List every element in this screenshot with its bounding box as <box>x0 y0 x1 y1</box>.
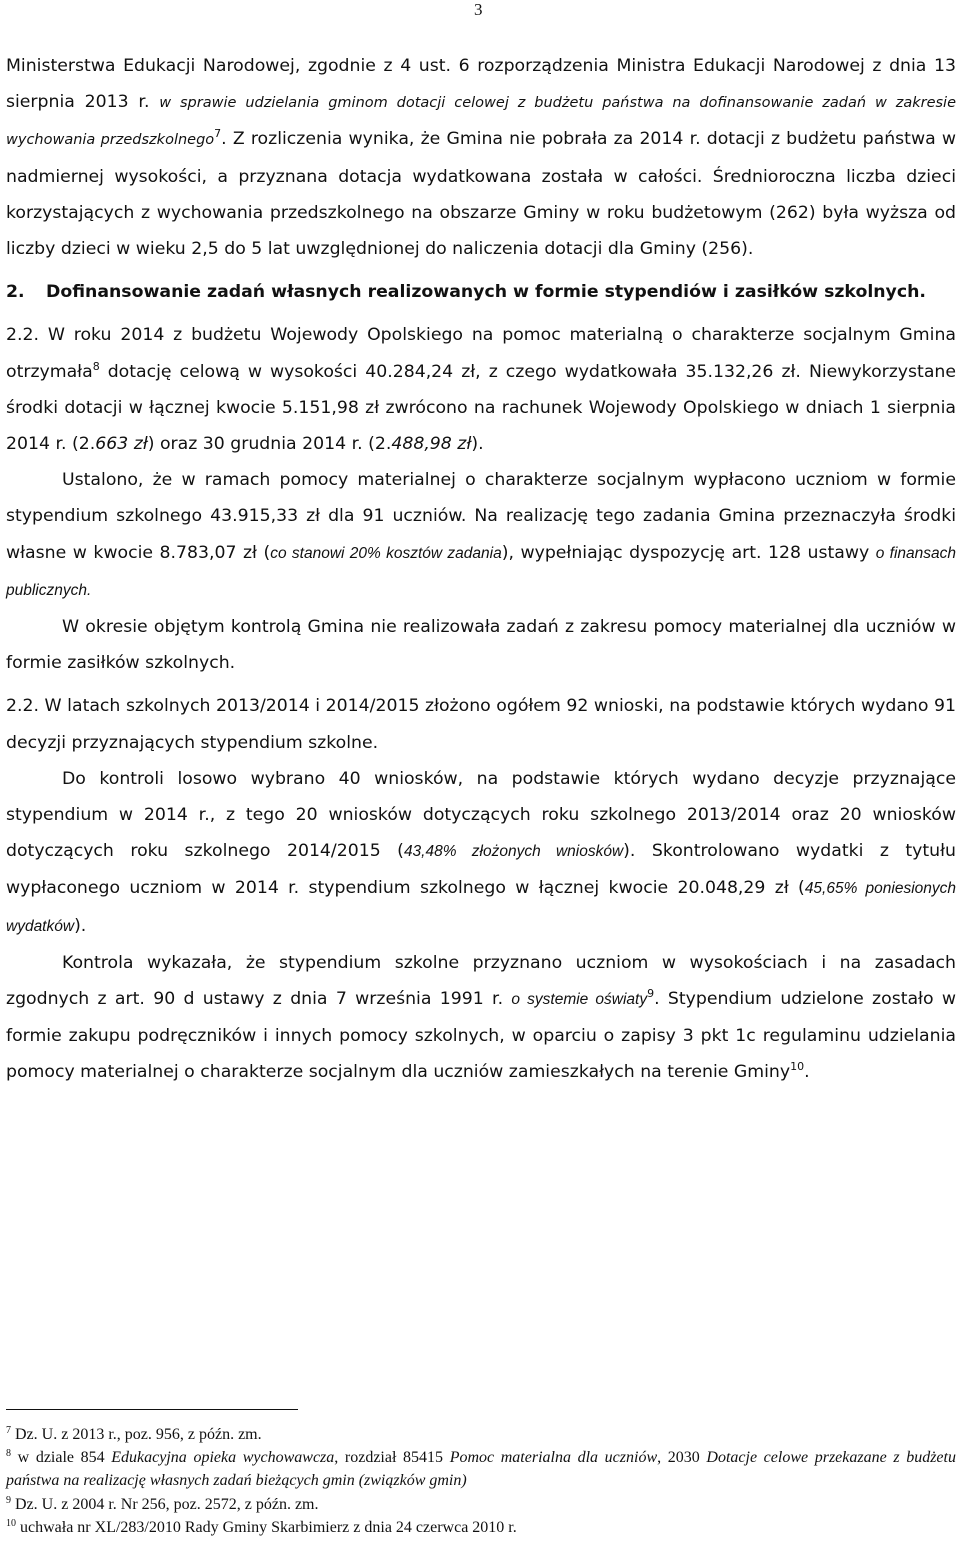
section-heading-2 <box>6 274 956 310</box>
amount-italic: 663 zł <box>95 434 148 455</box>
percent-note: 45,65% poniesionych wydatków <box>6 880 957 935</box>
footnote-9 <box>6 1493 956 1516</box>
text-run: . Stypendium udzielone zostało w formie zakupu podręczników i innych pomocy szkolnych, w oparciu o zapisy 3 pkt 1c regulaminu udzielania pomocy materialnej o charakterze socjalnym dla uczniów zamieszkałych na terenie Gminy <box>6 989 956 1083</box>
footnote-text: , rozdział 85415 <box>334 1449 450 1467</box>
amount-italic: 488,98 zł <box>391 434 472 455</box>
footnote-10 <box>6 1516 956 1539</box>
footnote-text: w dziale 854 <box>11 1449 112 1467</box>
page-number: 3 <box>474 0 483 19</box>
text-run: ) oraz 30 grudnia 2014 r. (2. <box>147 434 392 455</box>
footnote-text: , 2030 <box>657 1449 707 1467</box>
text-run: dotację celową w wysokości 40.284,24 zł, z czego wydatkowała 35.132,26 zł. Niewykorzystane środki dotacji w łącznej kwocie 5.151,98 zł zwrócono na rachunek Wojewody Opolskiego w dniach 1 sierpnia 2014 r. (2. <box>6 361 956 455</box>
text-run: . <box>804 1062 810 1083</box>
section-title: Dofinansowanie zadań własnych realizowanych w formie stypendiów i zasiłków szkolnych. <box>46 282 926 303</box>
footnotes <box>6 1423 956 1539</box>
text-run: ). <box>471 434 484 455</box>
regulation-title: w sprawie udzielania gminom dotacji celowej z budżetu państwa na dofinansowanie zadań w zakresie wychowania przedszkolnego <box>6 95 957 149</box>
act-title: o finansach publicznych. <box>6 544 957 599</box>
act-title: o systemie oświaty <box>511 991 648 1009</box>
text-run: . Z rozliczenia wynika, że Gmina nie pobrała za 2014 r. dotacji z budżetu państwa w nadmiernej wysokości, a przyznana dotacja wydatkowana została w całości. Średnioroczna liczba dzieci korzystających z wychowania przedszkolnego na obszarze Gminy w roku budżetowym (262) była wyższa od liczby dzieci w wieku 2,5 do 5 lat uwzględnionej do naliczenia dotacji dla Gminy (256). <box>6 129 956 260</box>
text-run: ), wypełniając dyspozycję art. 128 ustawy <box>501 542 876 563</box>
footnote-number: 8 <box>6 1448 11 1460</box>
paragraph-2-2-grant <box>6 317 956 462</box>
text-run: 2.2. W roku 2014 z budżetu Wojewody Opolskiego na pomoc materialną o charakterze socjalnym Gmina otrzymała <box>6 325 956 382</box>
paragraph-scholarship-paid <box>6 462 956 609</box>
footnote-text: Dz. U. z 2013 r., poz. 956, z późn. zm. <box>11 1426 262 1443</box>
footnote-number: 7 <box>6 1425 11 1436</box>
footnote-text: Dz. U. z 2004 r. Nr 256, poz. 2572, z późn. zm. <box>11 1495 319 1513</box>
text-run: Ustalono, że w ramach pomocy materialnej o charakterze socjalnym wypłacono uczniom w formie stypendium szkolnego 43.915,33 zł dla 91 uczniów. Na realizację tego zadania Gmina przeznaczyła środki własne w kwocie 8.783,07 zł ( <box>6 470 956 563</box>
footnote-ref-8: 8 <box>92 359 100 373</box>
section-number: 2. <box>6 282 25 303</box>
footnote-text: uchwała nr XL/283/2010 Rady Gminy Skarbimierz z dnia 24 czerwca 2010 r. <box>16 1518 517 1536</box>
cost-share-note: co stanowi 20% kosztów zadania <box>270 544 502 562</box>
paragraph-audit-result <box>6 945 956 1091</box>
text-run: ). Skontrolowano wydatki z tytułu wypłaconego uczniom w 2014 r. stypendium szkolnego w łącznej kwocie 20.048,29 zł ( <box>6 841 956 899</box>
footnote-number: 9 <box>6 1494 11 1506</box>
paragraph-2-2-applications: 2.2. W latach szkolnych 2013/2014 i 2014/2015 złożono ogółem 92 wnioski, na podstawie których wydano 91 decyzji przyznających stypendium szkolne. <box>6 696 956 753</box>
text-run: Kontrola wykazała, że stypendium szkolne przyznano uczniom w wysokościach i na zasadach zgodnych z art. 90 d ustawy z dnia 7 września 1991 r. <box>6 952 956 1010</box>
paragraph-no-allowances: W okresie objętym kontrolą Gmina nie realizowała zadań z zakresu pomocy materialnej dla uczniów w formie zasiłków szkolnych. <box>6 617 956 674</box>
footnote-italic: Edukacyjna opieka wychowawcza <box>111 1449 335 1467</box>
document-body <box>6 48 956 1091</box>
footnote-7 <box>6 1423 956 1446</box>
footnote-italic: Pomoc materialna dla uczniów <box>449 1449 658 1467</box>
footnote-ref-7: 7 <box>214 127 222 141</box>
text-run: Ministerstwa Edukacji Narodowej, zgodnie z 4 ust. 6 rozporządzenia Ministra Edukacji Narodowej z dnia 13 sierpnia 2013 r. <box>6 56 956 113</box>
paragraph-preschool-settlement <box>6 48 956 267</box>
footnote-number: 10 <box>6 1517 16 1529</box>
footnote-ref-9: 9 <box>647 987 655 1001</box>
footnote-8 <box>6 1446 956 1492</box>
percent-note: 43,48% złożonych wniosków <box>403 843 624 861</box>
paragraph-sample-check <box>6 761 956 945</box>
footnote-italic: Dotacje celowe przekazane z budżetu państwa na realizację własnych zadań bieżących gmin (związków gmin) <box>6 1449 956 1490</box>
footnote-separator <box>6 1409 298 1410</box>
footnote-ref-10: 10 <box>790 1060 805 1074</box>
text-run: ). <box>74 915 87 936</box>
text-run: Do kontroli losowo wybrano 40 wniosków, na podstawie których wydano decyzje przyznające stypendium w 2014 r., z tego 20 wniosków dotyczących roku szkolnego 2013/2014 oraz 20 wniosków dotyczących roku szkolnego 2014/2015 ( <box>6 768 956 862</box>
